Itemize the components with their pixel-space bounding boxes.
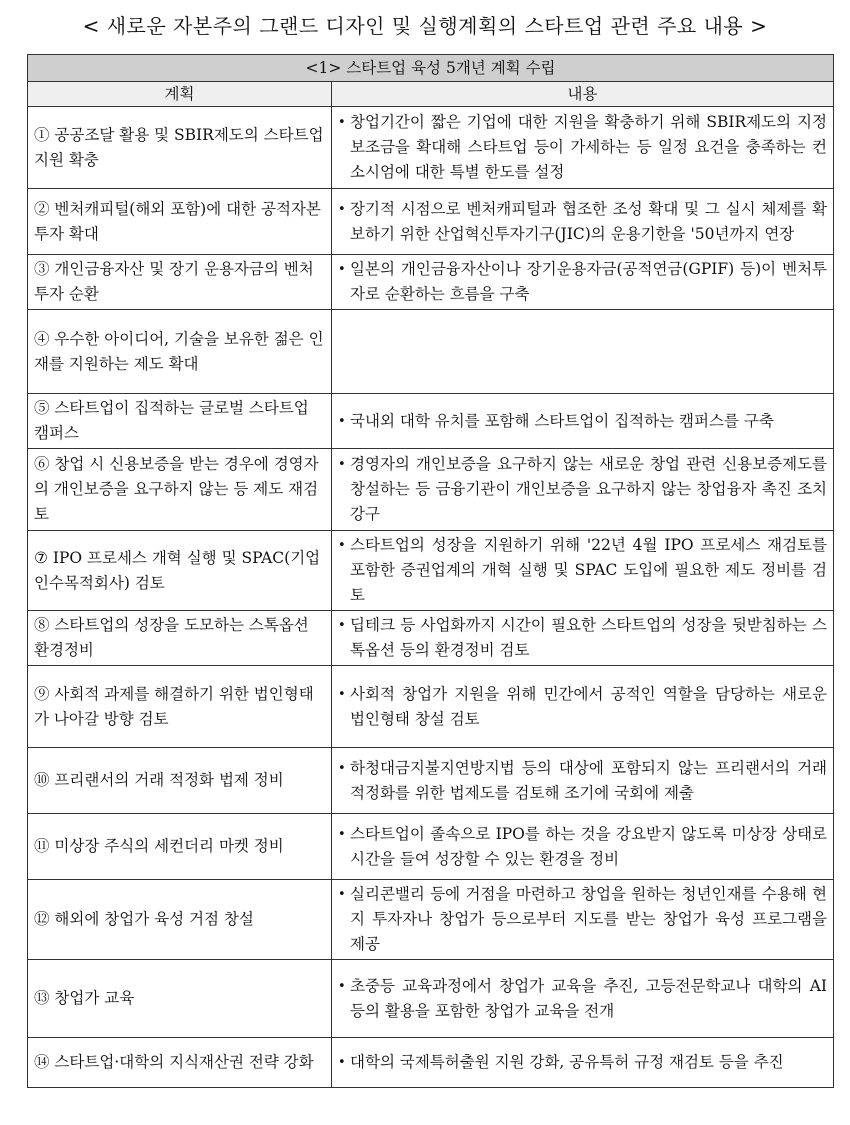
plan-cell: ⑬ 창업가 교육 (28, 960, 332, 1038)
plan-cell: ④ 우수한 아이디어, 기술을 보유한 젊은 인재를 지원하는 제도 확대 (28, 310, 332, 394)
table-row (28, 449, 834, 531)
bullet-item (338, 197, 827, 247)
page-title: < 새로운 자본주의 그랜드 디자인 및 실행계획의 스타트업 관련 주요 내용 > (82, 14, 768, 38)
table-row (28, 748, 834, 814)
bullet-item (338, 613, 827, 663)
header-plan: 계획 (28, 82, 332, 107)
plan-cell: ⑤ 스타트업이 집적하는 글로벌 스타트업 캠퍼스 (28, 394, 332, 449)
plan-cell: ⑥ 창업 시 신용보증을 받는 경우에 경영자의 개인보증을 요구하지 않는 등 제도 재검토 (28, 449, 332, 531)
content-text: 스타트업의 성장을 지원하기 위해 '22년 4월 IPO 프로세스 재검토를 포함한 증권업계의 개혁 실행 및 SPAC 도입에 필요한 제도 정비를 검토 (350, 536, 828, 604)
plan-cell: ① 공공조달 활용 및 SBIR제도의 스타트업 지원 확충 (28, 107, 332, 189)
content-cell (332, 611, 834, 666)
content-cell (332, 880, 834, 960)
header-content: 내용 (332, 82, 834, 107)
table-caption: <1> 스타트업 육성 5개년 계획 수립 (28, 55, 834, 82)
bullet-marker: • (338, 262, 346, 277)
bullet-item (338, 533, 827, 608)
table-row (28, 255, 834, 310)
table-header-row (28, 82, 834, 107)
bullet-item (338, 452, 827, 527)
bullet-item (338, 974, 827, 1024)
bullet-marker: • (338, 978, 346, 994)
content-cell (332, 748, 834, 814)
content-text: 일본의 개인금융자산이나 장기운용자금(공적연금(GPIF) 등)이 벤처투자로 순환하는 흐름을 구축 (350, 260, 828, 303)
bullet-item (338, 409, 827, 434)
table-row (28, 531, 834, 611)
bullet-item (338, 110, 827, 185)
bullet-marker: • (338, 115, 346, 130)
plan-cell: ⑧ 스타트업의 성장을 도모하는 스톡옵션 환경정비 (28, 611, 332, 666)
bullet-item (338, 882, 827, 957)
content-text: 경영자의 개인보증을 요구하지 않는 새로운 창업 관련 신용보증제도를 창설하는 등 금융기관이 개인보증을 요구하지 않는 창업융자 촉진 조치 강구 (350, 455, 828, 523)
content-cell (332, 814, 834, 880)
bullet-item (338, 822, 827, 872)
content-text: 국내외 대학 유치를 포함해 스타트업이 집적하는 캠퍼스를 구축 (350, 411, 774, 430)
plan-cell: ⑭ 스타트업·대학의 지식재산권 전략 강화 (28, 1038, 332, 1088)
table-row (28, 394, 834, 449)
bullet-marker: • (338, 826, 346, 842)
plan-cell: ⑪ 미상장 주식의 세컨더리 마켓 정비 (28, 814, 332, 880)
content-cell (332, 960, 834, 1038)
table-row (28, 666, 834, 748)
table-row (28, 880, 834, 960)
content-cell (332, 531, 834, 611)
plan-cell: ⑫ 해외에 창업가 육성 거점 창설 (28, 880, 332, 960)
bullet-item (338, 257, 827, 307)
table-row (28, 960, 834, 1038)
table-row (28, 814, 834, 880)
plan-cell: ③ 개인금융자산 및 장기 운용자금의 벤처투자 순환 (28, 255, 332, 310)
bullet-item (338, 682, 827, 732)
plan-cell: ⑦ IPO 프로세스 개혁 실행 및 SPAC(기업인수목적회사) 검토 (28, 531, 332, 611)
plan-table (27, 54, 834, 1088)
bullet-marker: • (338, 760, 346, 776)
content-text: 딥테크 등 사업화까지 시간이 필요한 스타트업의 성장을 뒷받침하는 스톡옵션 등의 환경정비 검토 (350, 616, 828, 659)
table-row (28, 611, 834, 666)
content-cell (332, 394, 834, 449)
content-text: 사회적 창업가 지원을 위해 민간에서 공적인 역할을 담당하는 새로운 법인형태 창설 검토 (350, 684, 828, 728)
content-cell (332, 449, 834, 531)
content-text: 하청대금지불지연방지법 등의 대상에 포함되지 않는 프리랜서의 거래 적정화를 위한 법제도를 검토해 조기에 국회에 제출 (350, 758, 828, 802)
bullet-marker: • (338, 686, 346, 702)
content-text: 스타트업이 졸속으로 IPO를 하는 것을 강요받지 않도록 미상장 상태로 시간을 들여 성장할 수 있는 환경을 정비 (350, 824, 828, 868)
content-cell (332, 310, 834, 394)
bullet-marker: • (338, 618, 346, 633)
table-caption-row (28, 55, 834, 82)
table-body (28, 107, 834, 1088)
table-row (28, 310, 834, 394)
bullet-item (338, 756, 827, 806)
content-cell (332, 255, 834, 310)
content-cell (332, 189, 834, 255)
bullet-marker: • (338, 887, 346, 902)
content-text: 창업기간이 짧은 기업에 대한 지원을 확충하기 위해 SBIR제도의 지정 보조금을 확대해 스타트업 등이 가세하는 등 일정 요건을 충족하는 컨소시엄에 대한 특별 한도를 설정 (350, 113, 828, 181)
content-cell (332, 1038, 834, 1088)
content-cell (332, 107, 834, 189)
table-row (28, 189, 834, 255)
content-text: 장기적 시점으로 벤처캐피털과 협조한 조성 확대 및 그 실시 체제를 확보하기 위한 산업혁신투자기구(JIC)의 운용기한을 '50년까지 연장 (350, 199, 828, 243)
bullet-marker: • (338, 1055, 346, 1070)
bullet-marker: • (338, 413, 346, 429)
bullet-marker: • (338, 457, 346, 472)
content-cell (332, 666, 834, 748)
plan-cell: ② 벤처캐피털(해외 포함)에 대한 공적자본 투자 확대 (28, 189, 332, 255)
bullet-marker: • (338, 201, 346, 217)
table-row (28, 107, 834, 189)
content-text: 대학의 국제특허출원 지원 강화, 공유특허 규정 재검토 등을 추진 (350, 1053, 784, 1071)
content-text: 초중등 교육과정에서 창업가 교육을 추진, 고등전문학교나 대학의 AI 등의 활용을 포함한 창업가 교육을 전개 (350, 976, 828, 1020)
bullet-item (338, 1050, 827, 1075)
plan-cell: ⑨ 사회적 과제를 해결하기 위한 법인형태가 나아갈 방향 검토 (28, 666, 332, 748)
content-text: 실리콘밸리 등에 거점을 마련하고 창업을 원하는 청년인재를 수용해 현지 투자자나 창업가 등으로부터 지도를 받는 창업가 육성 프로그램을 제공 (350, 885, 828, 953)
table-row (28, 1038, 834, 1088)
plan-cell: ⑩ 프리랜서의 거래 적정화 법제 정비 (28, 748, 332, 814)
bullet-marker: • (338, 538, 346, 553)
